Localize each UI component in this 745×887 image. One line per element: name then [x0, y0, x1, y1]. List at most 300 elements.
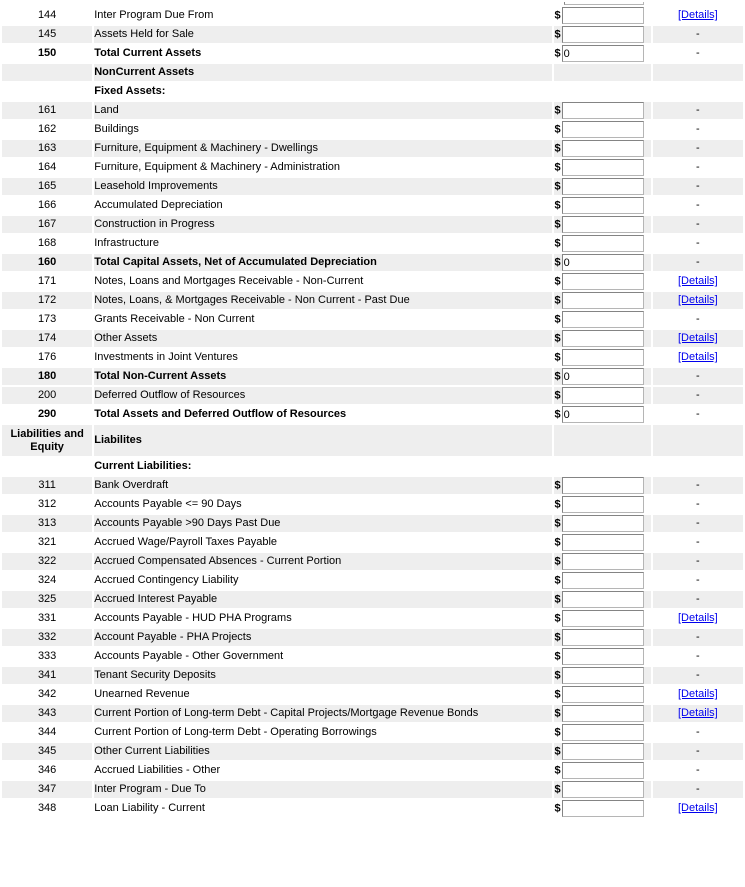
line-number: 164: [2, 159, 92, 176]
table-row: [2, 425, 743, 456]
amount-input-line-341[interactable]: [562, 667, 644, 684]
dollar-sign: $: [554, 536, 561, 549]
dollar-sign: $: [554, 688, 561, 701]
dollar-sign: $: [554, 180, 561, 193]
dollar-sign: $: [554, 802, 561, 815]
dollar-sign: $: [554, 555, 561, 568]
line-number: 172: [2, 292, 92, 309]
line-label: Accrued Interest Payable: [94, 591, 552, 608]
table-row-line-324: [2, 572, 743, 589]
details-link-line-342[interactable]: [Details]: [677, 688, 718, 700]
line-label: Loan Liability - Current: [94, 800, 552, 817]
table-row-line-331: [2, 610, 743, 627]
action-cell: [653, 254, 743, 271]
amount-input-line-324[interactable]: [562, 572, 644, 589]
details-link-line-174[interactable]: [Details]: [677, 332, 718, 344]
line-number: 200: [2, 387, 92, 404]
dollar-sign: $: [554, 726, 561, 739]
table-row-line-344: [2, 724, 743, 741]
amount-cell: [554, 667, 650, 684]
action-cell: [653, 591, 743, 608]
amount-cell: [554, 743, 650, 760]
amount-cell: [554, 349, 650, 366]
line-number: 174: [2, 330, 92, 347]
amount-input-line-150[interactable]: [562, 45, 644, 62]
amount-cell: [554, 216, 650, 233]
action-cell: [653, 121, 743, 138]
amount-cell: [554, 102, 650, 119]
section-row-header-label: [2, 64, 92, 81]
details-link-line-331[interactable]: [Details]: [677, 612, 718, 624]
amount-input-line-347[interactable]: [562, 781, 644, 798]
empty-amount-cell: [554, 458, 650, 475]
line-label: Current Portion of Long-term Debt - Operating Borrowings: [94, 724, 552, 741]
table-row: [2, 2, 743, 5]
line-label: Accrued Wage/Payroll Taxes Payable: [94, 534, 552, 551]
line-label: Construction in Progress: [94, 216, 552, 233]
dollar-sign: $: [554, 275, 561, 288]
line-label: Tenant Security Deposits: [94, 667, 552, 684]
line-label: Furniture, Equipment & Machinery - Administration: [94, 159, 552, 176]
dollar-sign: $: [554, 783, 561, 796]
amount-cell: [554, 121, 650, 138]
table-row-line-166: [2, 197, 743, 214]
action-cell: [653, 610, 743, 627]
line-number: 176: [2, 349, 92, 366]
amount-cell: [554, 610, 650, 627]
dollar-sign: $: [554, 707, 561, 720]
line-number: 173: [2, 311, 92, 328]
table-row-line-333: [2, 648, 743, 665]
line-label: Accrued Liabilities - Other: [94, 762, 552, 779]
amount-input-line-325[interactable]: [562, 591, 644, 608]
amount-cell: [554, 159, 650, 176]
amount-cell: [554, 800, 650, 817]
dollar-sign: $: [554, 498, 561, 511]
section-row-header-label: [2, 458, 92, 475]
section-label: NonCurrent Assets: [94, 64, 552, 81]
amount-input-line-168[interactable]: [562, 235, 644, 252]
section-row-header-label: Liabilities and Equity: [2, 425, 92, 456]
amount-cell: [554, 648, 650, 665]
amount-cell: [554, 591, 650, 608]
dollar-sign: $: [554, 104, 561, 117]
amount-input-line-162[interactable]: [562, 121, 644, 138]
amount-input-line-312[interactable]: [562, 496, 644, 513]
dollar-sign: $: [554, 389, 561, 402]
action-cell: [653, 800, 743, 817]
action-cell: [653, 26, 743, 43]
dollar-sign: $: [554, 612, 561, 625]
action-cell: [653, 7, 743, 24]
line-number: 342: [2, 686, 92, 703]
line-label: Other Assets: [94, 330, 552, 347]
line-number: 345: [2, 743, 92, 760]
amount-input-line-333[interactable]: [562, 648, 644, 665]
balance-sheet-body: [2, 2, 743, 817]
table-row-line-341: [2, 667, 743, 684]
amount-cell: [554, 762, 650, 779]
amount-cell: [554, 629, 650, 646]
table-row-line-343: [2, 705, 743, 722]
line-label: Inter Program - Due To: [94, 781, 552, 798]
no-details-dash: -: [696, 408, 700, 420]
amount-input-line-171[interactable]: [562, 273, 644, 290]
clipped-row-cell: [653, 2, 743, 5]
no-details-dash: -: [696, 783, 700, 795]
no-details-dash: -: [696, 142, 700, 154]
empty-action-cell: [653, 458, 743, 475]
action-cell: [653, 724, 743, 741]
action-cell: [653, 572, 743, 589]
amount-input-line-331[interactable]: [562, 610, 644, 627]
no-details-dash: -: [696, 650, 700, 662]
line-number: 180: [2, 368, 92, 385]
no-details-dash: -: [696, 669, 700, 681]
action-cell: [653, 629, 743, 646]
line-label: Current Portion of Long-term Debt - Capital Projects/Mortgage Revenue Bonds: [94, 705, 552, 722]
line-number: 322: [2, 553, 92, 570]
details-link-line-348[interactable]: [Details]: [677, 802, 718, 814]
amount-cell: [554, 45, 650, 62]
dollar-sign: $: [554, 294, 561, 307]
action-cell: [653, 553, 743, 570]
table-row-line-173: [2, 311, 743, 328]
line-number: 160: [2, 254, 92, 271]
amount-input-line-348[interactable]: [562, 800, 644, 817]
action-cell: [653, 311, 743, 328]
amount-input-line-145[interactable]: [562, 26, 644, 43]
line-label: Account Payable - PHA Projects: [94, 629, 552, 646]
dollar-sign: $: [554, 370, 561, 383]
action-cell: [653, 216, 743, 233]
table-row: [2, 458, 743, 475]
table-row-line-163: [2, 140, 743, 157]
action-cell: [653, 197, 743, 214]
line-label: Leasehold Improvements: [94, 178, 552, 195]
amount-cell: [554, 311, 650, 328]
amount-input-line-173[interactable]: [562, 311, 644, 328]
amount-input-line-311[interactable]: [562, 477, 644, 494]
line-number: 348: [2, 800, 92, 817]
amount-input-line-161[interactable]: [562, 102, 644, 119]
amount-input-line-174[interactable]: [562, 330, 644, 347]
dollar-sign: $: [554, 517, 561, 530]
dollar-sign: $: [554, 161, 561, 174]
no-details-dash: -: [696, 517, 700, 529]
no-details-dash: -: [696, 313, 700, 325]
amount-input-line-344[interactable]: [562, 724, 644, 741]
table-row-line-346: [2, 762, 743, 779]
no-details-dash: -: [696, 479, 700, 491]
no-details-dash: -: [696, 389, 700, 401]
no-details-dash: -: [696, 555, 700, 567]
clipped-amount-input: [564, 2, 644, 5]
no-details-dash: -: [696, 764, 700, 776]
details-link-line-171[interactable]: [Details]: [677, 275, 718, 287]
action-cell: [653, 515, 743, 532]
line-number: 341: [2, 667, 92, 684]
no-details-dash: -: [696, 631, 700, 643]
table-row-line-144: [2, 7, 743, 24]
table-row-line-180: [2, 368, 743, 385]
details-link-line-144[interactable]: [Details]: [677, 9, 718, 21]
no-details-dash: -: [696, 123, 700, 135]
line-number: 331: [2, 610, 92, 627]
table-row-line-342: [2, 686, 743, 703]
no-details-dash: -: [696, 161, 700, 173]
amount-input-line-144[interactable]: [562, 7, 644, 24]
amount-cell: [554, 496, 650, 513]
table-row-line-162: [2, 121, 743, 138]
details-link-line-172[interactable]: [Details]: [677, 294, 718, 306]
line-number: 168: [2, 235, 92, 252]
no-details-dash: -: [696, 574, 700, 586]
action-cell: [653, 406, 743, 423]
amount-input-line-343[interactable]: [562, 705, 644, 722]
dollar-sign: $: [554, 218, 561, 231]
table-row: [2, 83, 743, 100]
amount-input-line-165[interactable]: [562, 178, 644, 195]
clipped-row-cell: [2, 2, 92, 5]
table-row-line-174: [2, 330, 743, 347]
line-number: 347: [2, 781, 92, 798]
dollar-sign: $: [554, 313, 561, 326]
line-number: 313: [2, 515, 92, 532]
action-cell: [653, 648, 743, 665]
table-row-line-322: [2, 553, 743, 570]
amount-input-line-332[interactable]: [562, 629, 644, 646]
line-label: Deferred Outflow of Resources: [94, 387, 552, 404]
section-label: Fixed Assets:: [94, 83, 552, 100]
table-row-line-311: [2, 477, 743, 494]
line-number: 333: [2, 648, 92, 665]
amount-cell: [554, 292, 650, 309]
line-label: Infrastructure: [94, 235, 552, 252]
action-cell: [653, 743, 743, 760]
action-cell: [653, 140, 743, 157]
dollar-sign: $: [554, 351, 561, 364]
action-cell: [653, 273, 743, 290]
action-cell: [653, 45, 743, 62]
action-cell: [653, 102, 743, 119]
section-label: Liabilites: [94, 425, 552, 456]
line-number: 162: [2, 121, 92, 138]
action-cell: [653, 686, 743, 703]
amount-cell: [554, 705, 650, 722]
amount-input-line-180[interactable]: [562, 368, 644, 385]
dollar-sign: $: [554, 332, 561, 345]
line-label: Furniture, Equipment & Machinery - Dwellings: [94, 140, 552, 157]
line-label: Land: [94, 102, 552, 119]
amount-cell: [554, 724, 650, 741]
no-details-dash: -: [696, 256, 700, 268]
amount-cell: [554, 406, 650, 423]
dollar-sign: $: [554, 199, 561, 212]
amount-cell: [554, 515, 650, 532]
dollar-sign: $: [554, 593, 561, 606]
amount-cell: [554, 273, 650, 290]
table-row-line-332: [2, 629, 743, 646]
dollar-sign: $: [554, 764, 561, 777]
empty-action-cell: [653, 425, 743, 456]
amount-input-line-346[interactable]: [562, 762, 644, 779]
line-label: Notes, Loans, & Mortgages Receivable - Non Current - Past Due: [94, 292, 552, 309]
amount-input-line-176[interactable]: [562, 349, 644, 366]
line-number: 325: [2, 591, 92, 608]
line-label: Accumulated Depreciation: [94, 197, 552, 214]
dollar-sign: $: [554, 256, 561, 269]
line-label: Buildings: [94, 121, 552, 138]
dollar-sign: $: [554, 9, 561, 22]
table-row-line-161: [2, 102, 743, 119]
amount-input-line-321[interactable]: [562, 534, 644, 551]
clipped-row-cell: [94, 2, 552, 5]
amount-input-line-172[interactable]: [562, 292, 644, 309]
empty-action-cell: [653, 64, 743, 81]
action-cell: [653, 292, 743, 309]
line-label: Bank Overdraft: [94, 477, 552, 494]
amount-input-line-313[interactable]: [562, 515, 644, 532]
section-row-header-label: [2, 83, 92, 100]
dollar-sign: $: [554, 479, 561, 492]
table-row-line-167: [2, 216, 743, 233]
action-cell: [653, 349, 743, 366]
table-row-line-325: [2, 591, 743, 608]
line-number: 343: [2, 705, 92, 722]
action-cell: [653, 178, 743, 195]
table-row-line-160: [2, 254, 743, 271]
section-label: Current Liabilities:: [94, 458, 552, 475]
empty-amount-cell: [554, 425, 650, 456]
amount-input-line-200[interactable]: [562, 387, 644, 404]
action-cell: [653, 781, 743, 798]
line-label: Inter Program Due From: [94, 7, 552, 24]
line-number: 165: [2, 178, 92, 195]
line-number: 321: [2, 534, 92, 551]
line-number: 150: [2, 45, 92, 62]
line-label: Accrued Compensated Absences - Current Portion: [94, 553, 552, 570]
table-row-line-171: [2, 273, 743, 290]
details-link-line-343[interactable]: [Details]: [677, 707, 718, 719]
line-label: Total Non-Current Assets: [94, 368, 552, 385]
line-label: Accounts Payable - Other Government: [94, 648, 552, 665]
line-label: Total Assets and Deferred Outflow of Resources: [94, 406, 552, 423]
amount-input-line-166[interactable]: [562, 197, 644, 214]
dollar-sign: $: [554, 237, 561, 250]
action-cell: [653, 762, 743, 779]
no-details-dash: -: [696, 218, 700, 230]
action-cell: [653, 159, 743, 176]
table-row-line-312: [2, 496, 743, 513]
line-number: 166: [2, 197, 92, 214]
line-number: 161: [2, 102, 92, 119]
dollar-sign: $: [554, 650, 561, 663]
no-details-dash: -: [696, 593, 700, 605]
empty-amount-cell: [554, 83, 650, 100]
line-label: Assets Held for Sale: [94, 26, 552, 43]
amount-input-line-163[interactable]: [562, 140, 644, 157]
line-number: 311: [2, 477, 92, 494]
amount-cell: [554, 686, 650, 703]
amount-input-line-164[interactable]: [562, 159, 644, 176]
empty-action-cell: [653, 83, 743, 100]
action-cell: [653, 496, 743, 513]
amount-cell: [554, 330, 650, 347]
action-cell: [653, 534, 743, 551]
line-number: 312: [2, 496, 92, 513]
table-row-line-150: [2, 45, 743, 62]
line-label: Accounts Payable <= 90 Days: [94, 496, 552, 513]
amount-input-line-167[interactable]: [562, 216, 644, 233]
no-details-dash: -: [696, 104, 700, 116]
amount-cell: [554, 368, 650, 385]
table-row-line-168: [2, 235, 743, 252]
amount-input-line-160[interactable]: [562, 254, 644, 271]
amount-input-line-345[interactable]: [562, 743, 644, 760]
line-number: 346: [2, 762, 92, 779]
no-details-dash: -: [696, 47, 700, 59]
table-row-line-172: [2, 292, 743, 309]
table-row-line-348: [2, 800, 743, 817]
amount-cell: [554, 534, 650, 551]
table-row-line-164: [2, 159, 743, 176]
line-label: Notes, Loans and Mortgages Receivable - Non-Current: [94, 273, 552, 290]
action-cell: [653, 330, 743, 347]
table-row-line-200: [2, 387, 743, 404]
amount-input-line-290[interactable]: [562, 406, 644, 423]
line-label: Accrued Contingency Liability: [94, 572, 552, 589]
details-link-line-176[interactable]: [Details]: [677, 351, 718, 363]
amount-input-line-322[interactable]: [562, 553, 644, 570]
line-number: 171: [2, 273, 92, 290]
dollar-sign: $: [554, 574, 561, 587]
dollar-sign: $: [554, 28, 561, 41]
amount-cell: [554, 254, 650, 271]
amount-cell: [554, 781, 650, 798]
line-number: 344: [2, 724, 92, 741]
line-number: 290: [2, 406, 92, 423]
line-label: Investments in Joint Ventures: [94, 349, 552, 366]
no-details-dash: -: [696, 28, 700, 40]
table-row-line-321: [2, 534, 743, 551]
amount-cell: [554, 387, 650, 404]
no-details-dash: -: [696, 370, 700, 382]
action-cell: [653, 235, 743, 252]
amount-cell: [554, 26, 650, 43]
line-number: 324: [2, 572, 92, 589]
table-row-line-176: [2, 349, 743, 366]
line-label: Grants Receivable - Non Current: [94, 311, 552, 328]
line-number: 145: [2, 26, 92, 43]
dollar-sign: $: [554, 123, 561, 136]
line-label: Total Capital Assets, Net of Accumulated Depreciation: [94, 254, 552, 271]
line-number: 144: [2, 7, 92, 24]
clipped-row-cell: [554, 2, 650, 5]
amount-cell: [554, 553, 650, 570]
table-row-line-165: [2, 178, 743, 195]
dollar-sign: $: [554, 142, 561, 155]
no-details-dash: -: [696, 536, 700, 548]
no-details-dash: -: [696, 726, 700, 738]
dollar-sign: $: [554, 669, 561, 682]
action-cell: [653, 477, 743, 494]
amount-cell: [554, 235, 650, 252]
table-row-line-145: [2, 26, 743, 43]
amount-cell: [554, 477, 650, 494]
amount-input-line-342[interactable]: [562, 686, 644, 703]
line-label: Other Current Liabilities: [94, 743, 552, 760]
